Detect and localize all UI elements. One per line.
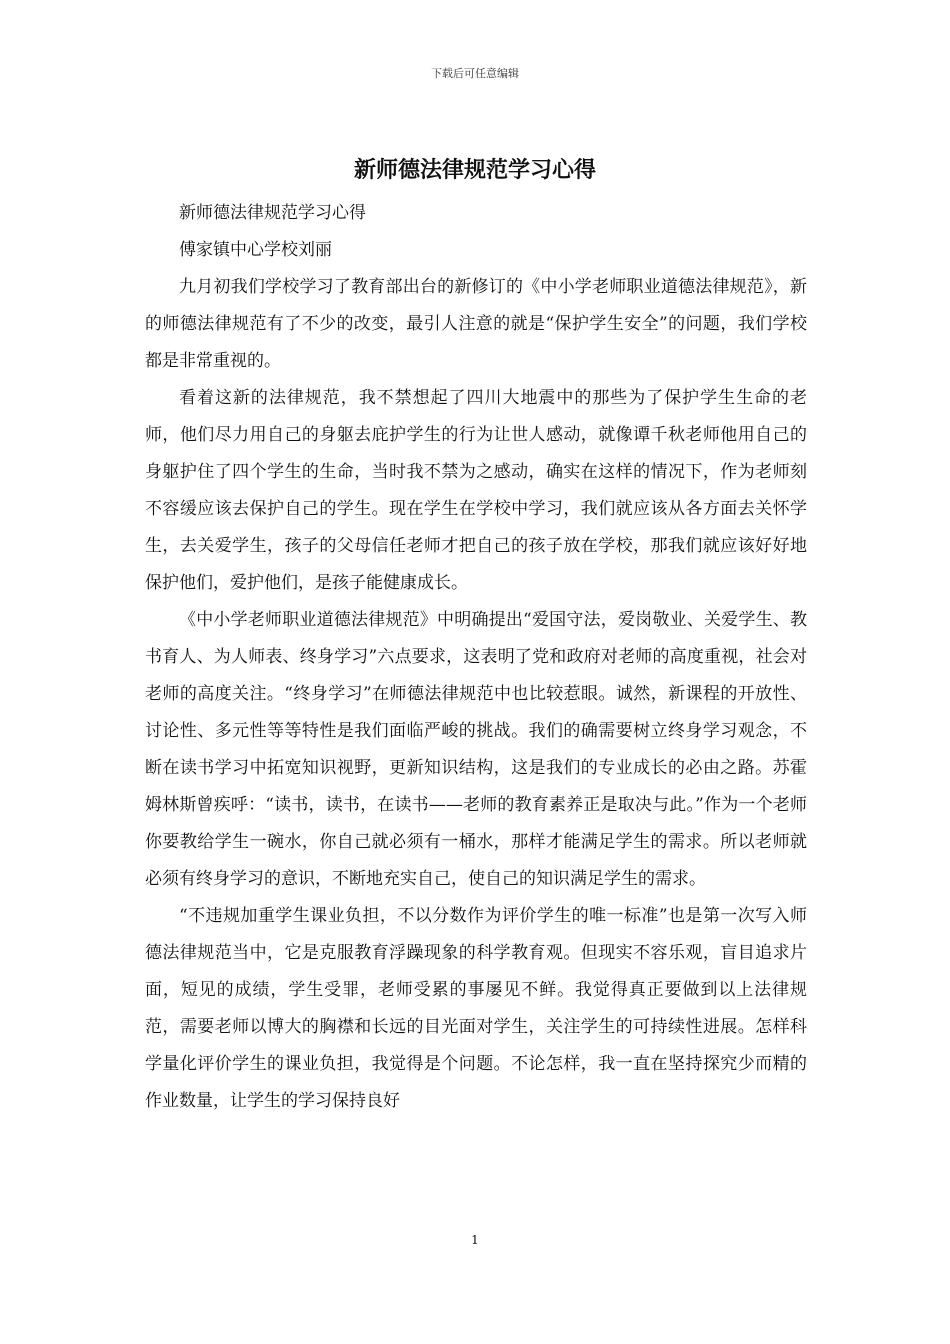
page-header: 下载后可任意编辑 xyxy=(431,67,519,80)
document-body xyxy=(145,195,807,1120)
body-paragraph: 看着这新的法律规范，我不禁想起了四川大地震中的那些为了保护学生生命的老师，他们尽力用自己的身躯去庇护学生的行为让世人感动，就像谭千秋老师他用自己的身躯护住了四个学生的生命，当时我不禁为之感动，确实在这样的情况下，作为老师刻不容缓应该去保护自己的学生。现在学生在学校中学习，我们就应该从各方面去关怀学生，去关爱学生，孩子的父母信任老师才把自己的孩子放在学校，那我们就应该好好地保护他们，爱护他们，是孩子能健康成长。 xyxy=(145,388,807,593)
body-paragraph: 九月初我们学校学习了教育部出台的新修订的《中小学老师职业道德法律规范》，新的师德法律规范有了不少的改变，最引人注意的就是“保护学生安全”的问题，我们学校都是非常重视的。 xyxy=(145,277,807,371)
page-number: 1 xyxy=(471,1233,479,1247)
document-title: 新师德法律规范学习心得 xyxy=(353,157,596,183)
author-paragraph: 傅家镇中心学校刘丽 xyxy=(179,240,332,260)
body-paragraph: “不违规加重学生课业负担，不以分数作为评价学生的唯一标准”也是第一次写入师德法律规范当中，它是克服教育浮躁现象的科学教育观。但现实不容乐观，盲目追求片面，短见的成绩，学生受罪，老师受累的事屡见不鲜。我觉得真正要做到以上法律规范，需要老师以博大的胸襟和长远的目光面对学生，关注学生的可持续性进展。怎样科学量化评价学生的课业负担，我觉得是个问题。不论怎样，我一直在坚持探究少而精的作业数量，让学生的学习保持良好 xyxy=(145,906,807,1111)
subtitle-paragraph: 新师德法律规范学习心得 xyxy=(179,203,366,223)
body-paragraph: 《中小学老师职业道德法律规范》中明确提出“爱国守法，爱岗敬业、关爱学生、教书育人、为人师表、终身学习”六点要求，这表明了党和政府对老师的高度重视，社会对老师的高度关注。“终身学习”在师德法律规范中也比较惹眼。诚然，新课程的开放性、讨论性、多元性等等特性是我们面临严峻的挑战。我们的确需要树立终身学习观念，不断在读书学习中拓宽知识视野，更新知识结构，这是我们的专业成长的必由之路。苏霍姆林斯曾疾呼：“读书，读书，在读书——老师的教育素养正是取决与此。”作为一个老师你要教给学生一碗水，你自己就必须有一桶水，那样才能满足学生的需求。所以老师就必须有终身学习的意识，不断地充实自己，使自己的知识满足学生的需求。 xyxy=(145,610,807,889)
